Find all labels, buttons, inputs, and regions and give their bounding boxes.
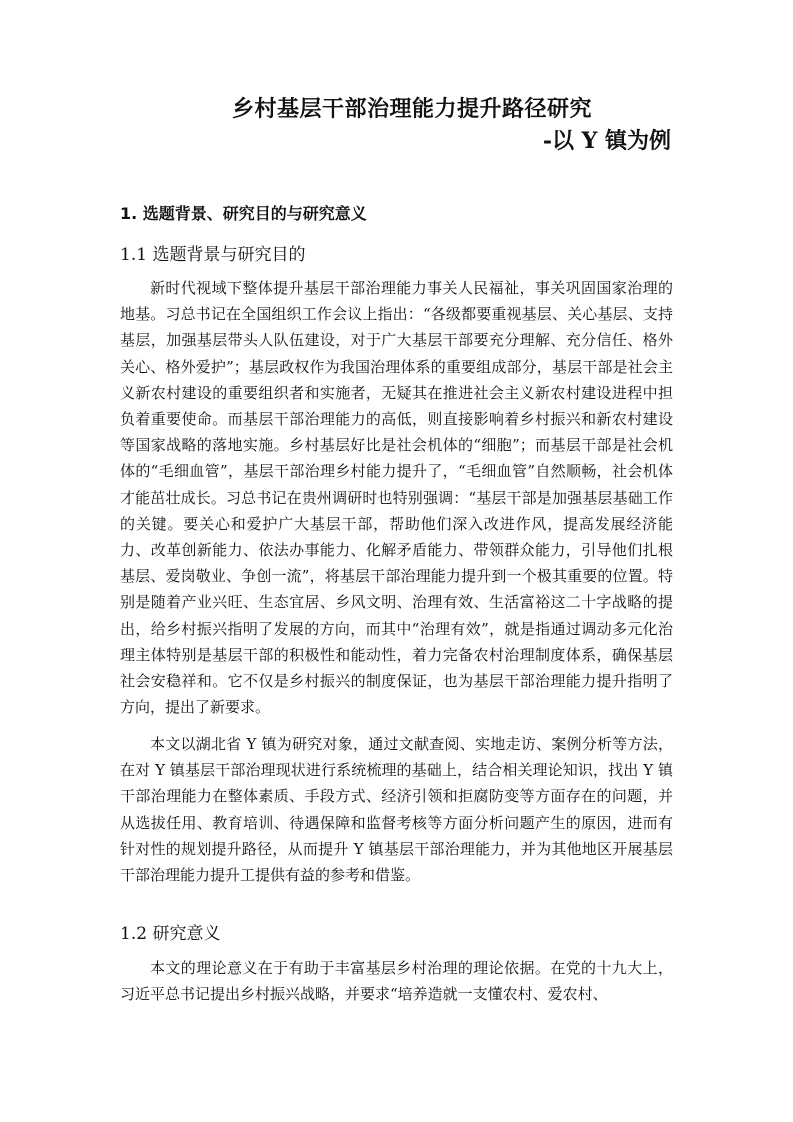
- paragraph-research-objective: 本文以湖北省 Y 镇为研究对象，通过文献查阅、实地走访、案例分析等方法，在对 Y 镇基层干部治理现状进行系统梳理的基础上，结合相关理论知识，找出 Y 镇干部治理能力在整体素质、手段方式、经济引领和拒腐防变等方面存在的问题，并从选拔任用、教育培训、待遇保障和监督考核等方面分析问题产生的原因，进而有针对性的规划提升路径，从而提升 Y 镇基层干部治理能力，并为其他地区开展基层干部治理能力提升工提供有益的参考和借鉴。: [120, 735, 673, 885]
- section-heading-1: 1. 选题背景、研究目的与研究意义: [120, 204, 367, 223]
- document-subtitle: -以 Y 镇为例: [542, 128, 671, 154]
- section-heading-1-2: 1.2 研究意义: [120, 924, 221, 944]
- document-title: 乡村基层干部治理能力提升路径研究: [232, 96, 593, 122]
- section-heading-1-1: 1.1 选题背景与研究目的: [120, 245, 306, 265]
- paragraph-background: 新时代视域下整体提升基层干部治理能力事关人民福祉，事关巩固国家治理的地基。习总书记在全国组织工作会议上指出：“各级都要重视基层、关心基层、支持基层，加强基层带头人队伍建设，对于广大基层干部要充分理解、充分信任、格外关心、格外爱护”；基层政权作为我国治理体系的重要组成部分，基层干部是社会主义新农村建设的重要组织者和实施者，无疑其在推进社会主义新农村建设进程中担负着重要使命。而基层干部治理能力的高低，则直接影响着乡村振兴和新农村建设等国家战略的落地实施。乡村基层好比是社会机体的“细胞”；而基层干部是社会机体的“毛细血管”，基层干部治理乡村能力提升了，“毛细血管”自然顺畅，社会机体才能茁壮成长。习总书记在贵州调研时也特别强调：“基层干部是加强基层基础工作的关键。要关心和爱护广大基层干部，帮助他们深入改进作风，提高发展经济能力、改革创新能力、依法办事能力、化解矛盾能力、带领群众能力，引导他们扎根基层、爱岗敬业、争创一流”，将基层干部治理能力提升到一个极其重要的位置。特别是随着产业兴旺、生态宜居、乡风文明、治理有效、生活富裕这二十字战略的提出，给乡村振兴指明了发展的方向，而其中“治理有效”，就是指通过调动多元化治理主体特别是基层干部的积极性和能动性，着力完备农村治理制度体系，确保基层社会安稳祥和。它不仅是乡村振兴的制度保证，也为基层干部治理能力提升指明了方向，提出了新要求。: [120, 279, 673, 717]
- paragraph-significance: 本文的理论意义在于有助于丰富基层乡村治理的理论依据。在党的十九大上，习近平总书记提出乡村振兴战略，并要求“培养造就一支懂农村、爱农村、: [120, 959, 673, 1004]
